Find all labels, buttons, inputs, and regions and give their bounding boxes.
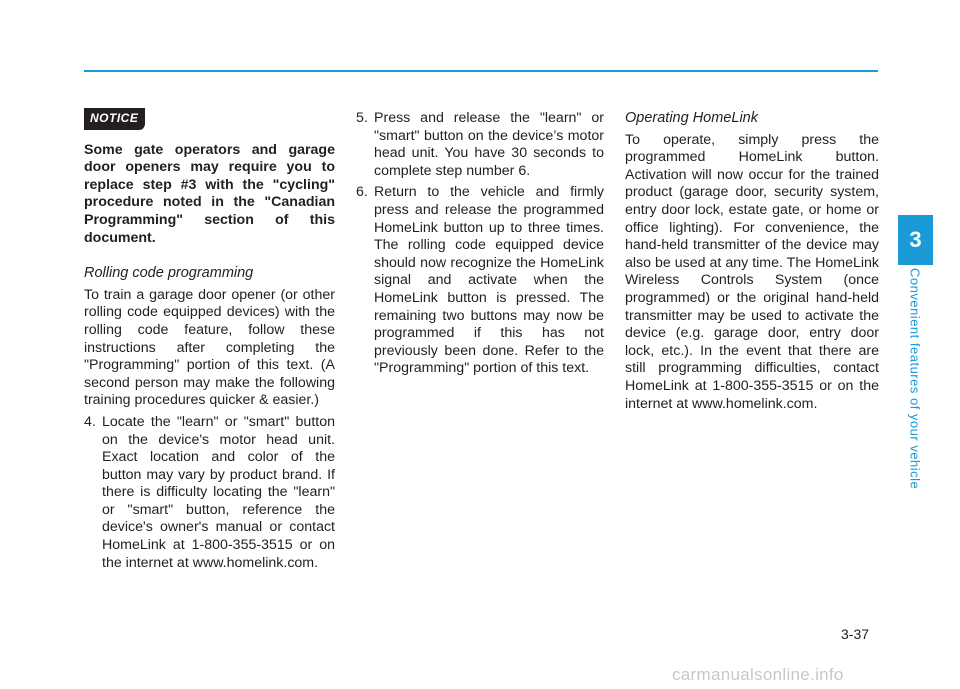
step-text: Return to the vehicle and firmly press and release the programmed HomeLink button up to three times. The rolling code equipped device should now recognize the HomeLink signal and activate when the HomeLink button is pressed. The remaining two buttons may now be programmed if this has not previously been done. Refer to the "Programming" portion of this text. — [374, 184, 604, 377]
rolling-code-intro: To train a garage door opener (or other rolling code equipped devices) with the rolling code feature, follow these instructions after completing the "Programming" portion of this text. (A second person may make the following training procedures quicker & easier.) — [84, 286, 335, 409]
notice-text: Some gate operators and garage door openers may require you to replace step #3 with the "cycling" procedure noted in the "Canadian Programming" section of this document. — [84, 141, 335, 246]
column-middle — [356, 110, 604, 382]
step-number: 5. — [356, 110, 368, 126]
step-text: Press and release the "learn" or "smart" button on the device’s motor head unit. You have 30 seconds to complete step number 6. — [374, 110, 604, 179]
notice-block — [84, 108, 335, 130]
notice-badge: NOTICE — [84, 108, 145, 130]
chapter-tab: 3 — [898, 215, 933, 265]
rolling-code-heading: Rolling code programming — [84, 265, 254, 282]
operating-homelink-text: To operate, simply press the programmed HomeLink button. Activation will now occur for the trained product (garage door, security system, entry door lock, estate gate, or home or office lighting). For convenience, the hand-held transmitter of the device may also be used at any time. The HomeLink Wireless Controls System (once programmed) or the original hand-held transmitter may be used to activate the device (e.g. garage door, entry door lock, etc.). In the event that there are still programming difficulties, contact HomeLink at 1-800-355-3515 or on the internet at www.homelink.com. — [625, 131, 879, 412]
chapter-title: Convenient features of your vehicle — [907, 268, 923, 490]
step-item — [356, 184, 604, 378]
watermark: carmanualsonline.info — [672, 665, 844, 684]
step-number: 4. — [84, 413, 96, 430]
column-left — [84, 108, 335, 576]
step-item — [356, 110, 604, 180]
column-right — [625, 110, 879, 417]
top-divider-line — [84, 70, 878, 72]
step-number: 6. — [356, 184, 368, 201]
page-number: 3-37 — [841, 626, 870, 642]
operating-homelink-heading: Operating HomeLink — [625, 110, 758, 126]
step-item — [84, 414, 335, 572]
step-text: Locate the "learn" or "smart" button on the device's motor head unit. Exact location and color of the button may vary by product brand. If there is difficulty locating the "learn" or "smart" button, reference the device's owner's manual or contact HomeLink at 1-800-355-3515 or on the internet at www.homelink.com. — [102, 413, 335, 571]
